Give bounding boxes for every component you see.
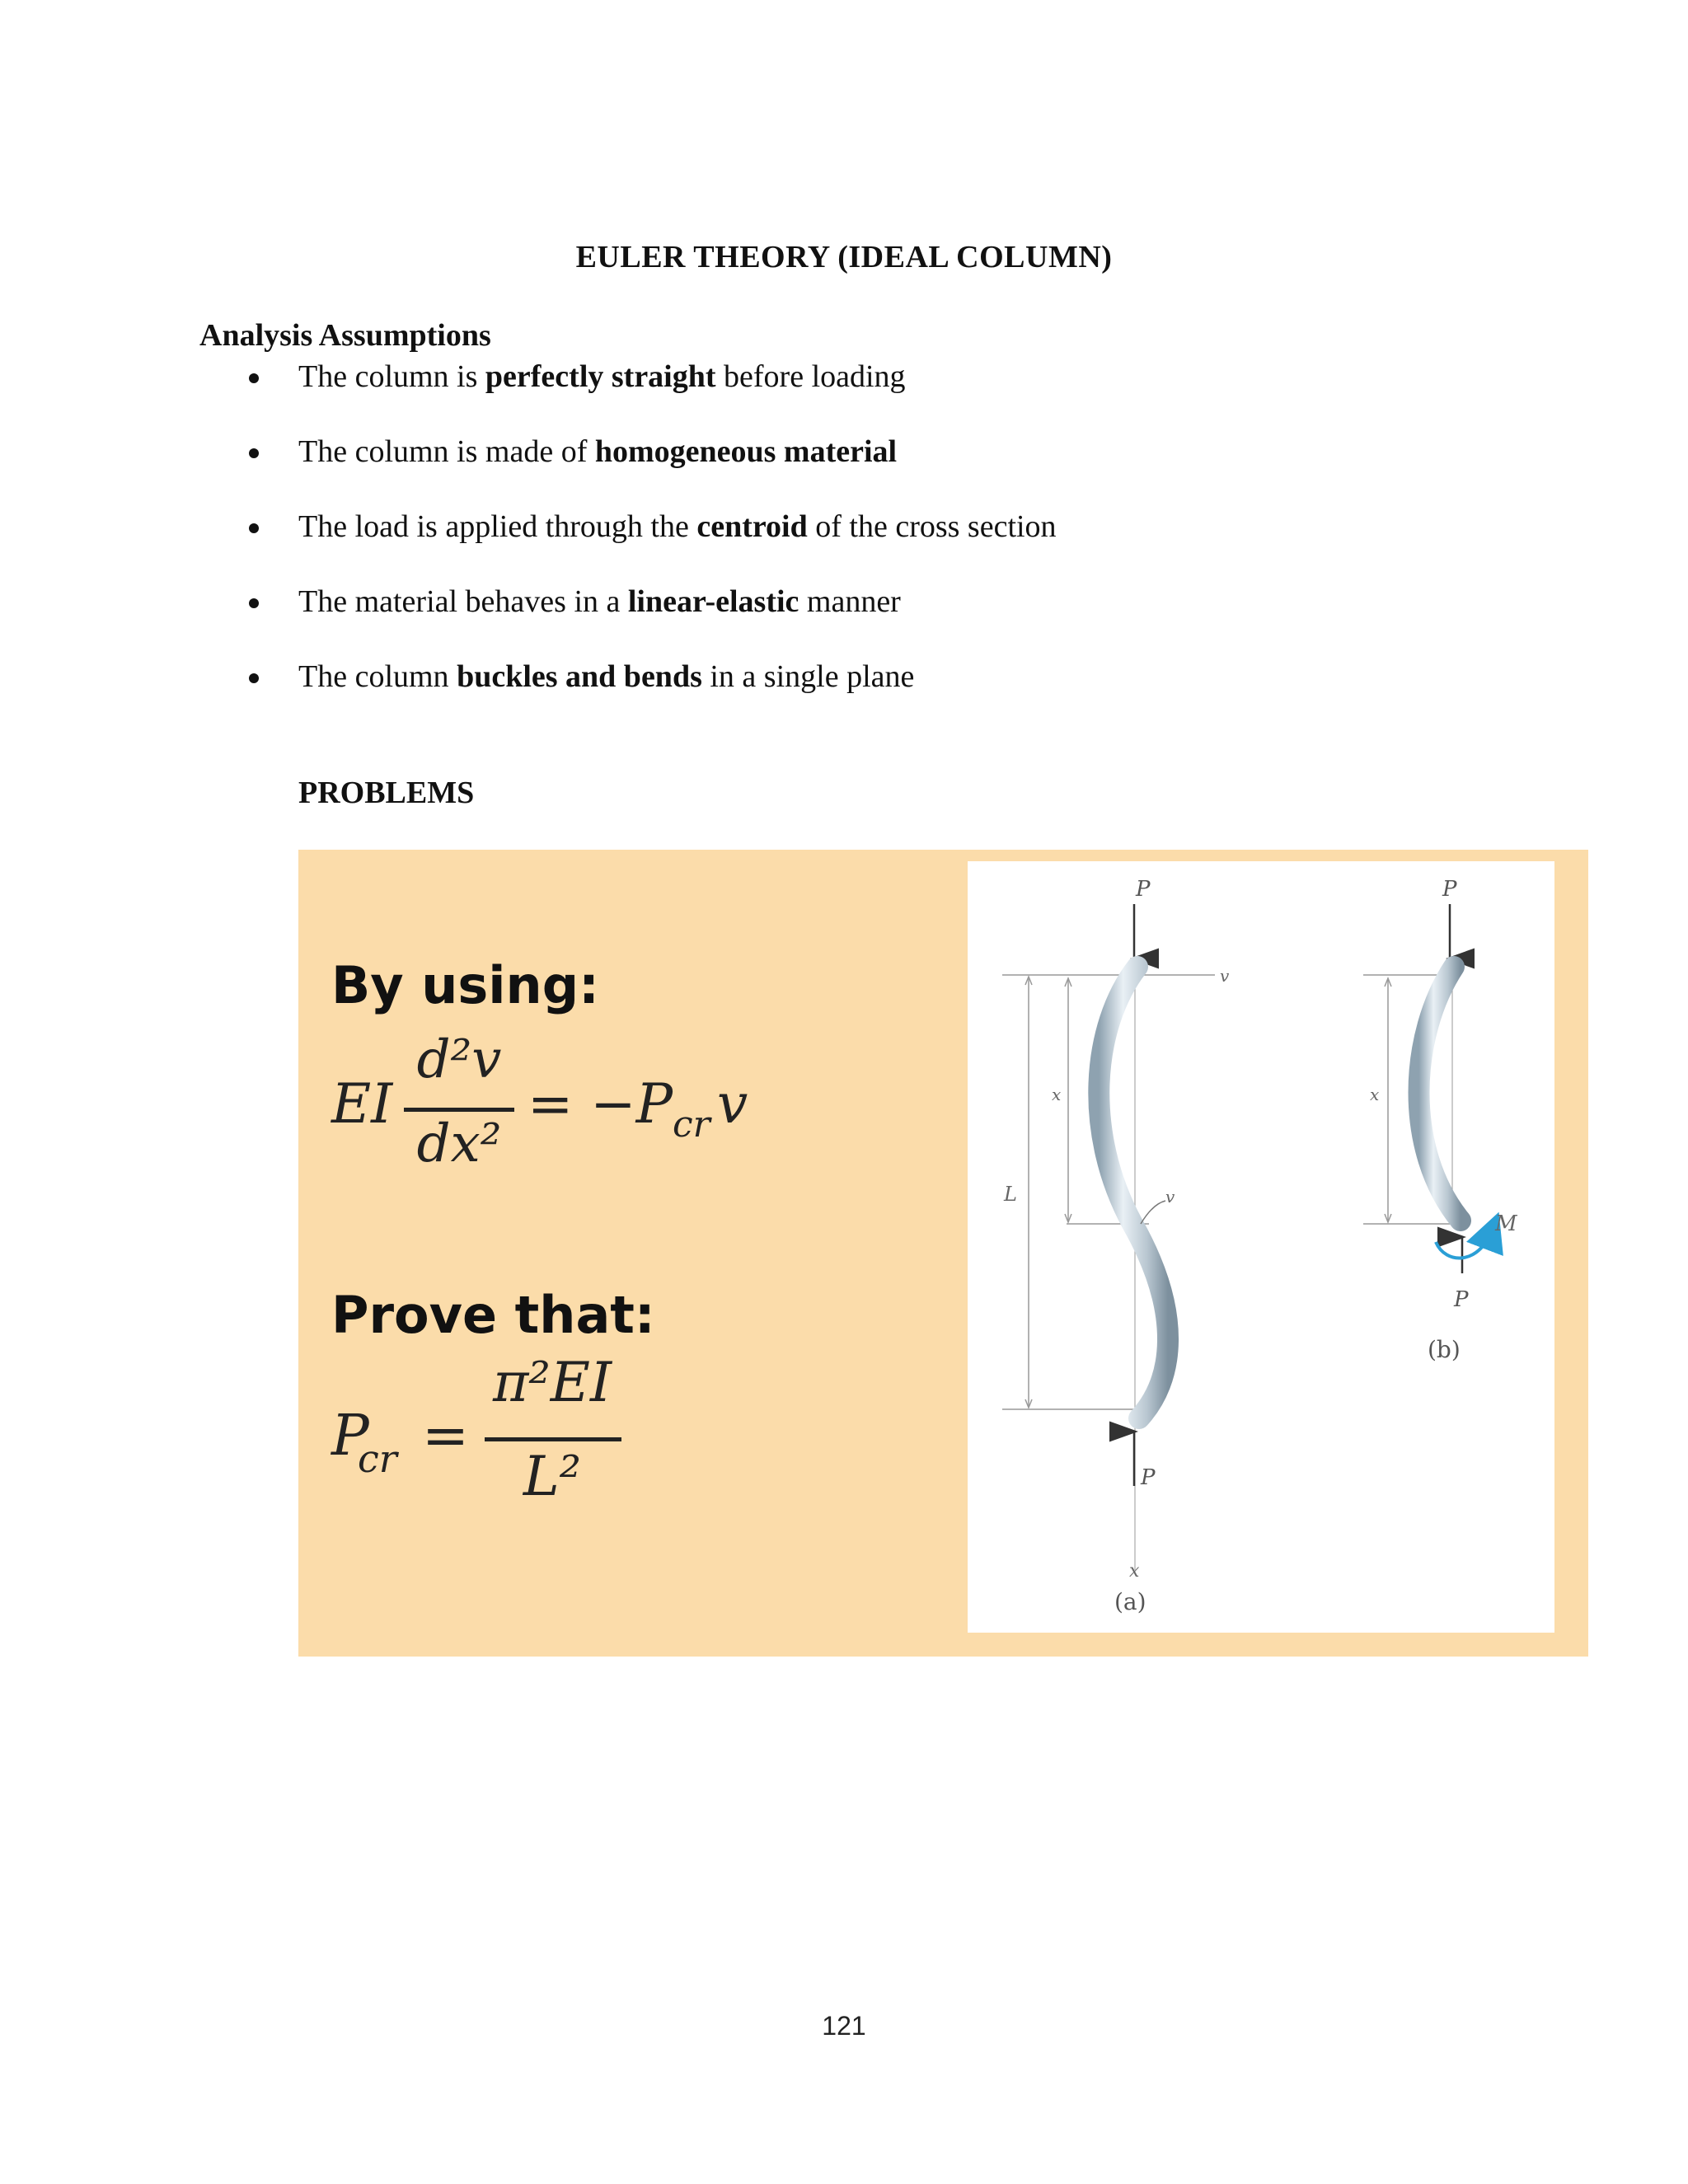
page-title: EULER THEORY (IDEAL COLUMN) <box>575 240 1113 274</box>
label-P-bottom-a: P <box>1141 1465 1156 1490</box>
caption-b: (b) <box>1428 1336 1461 1363</box>
bullet-icon <box>249 448 259 458</box>
list-item: The material behaves in a linear-elastic manner <box>199 579 1057 654</box>
eq1-rhs-subscript: cr <box>673 1104 710 1146</box>
bullet-icon <box>249 598 259 608</box>
label-v-axis-a: v <box>1220 966 1230 986</box>
eq2-denominator: L² <box>523 1445 582 1508</box>
caption-a: (a) <box>1114 1588 1146 1615</box>
list-item: The column is made of homogeneous material <box>199 429 1057 504</box>
eq2-lhs: P <box>331 1404 369 1469</box>
eq2-equals: = <box>422 1404 469 1469</box>
label-v-a: v <box>1165 1187 1175 1207</box>
buckled-column-b <box>1419 967 1461 1221</box>
bullet-icon <box>249 523 259 533</box>
list-item: The column buckles and bends in a single plane <box>199 654 1057 729</box>
eq2-lhs-subscript: cr <box>358 1436 397 1481</box>
label-M-b: M <box>1495 1212 1517 1236</box>
bullet-icon <box>249 373 259 383</box>
deflection-indicator-a <box>1141 1201 1165 1224</box>
label-x-dim-a: x <box>1052 1085 1062 1104</box>
eq1-denominator: dx² <box>416 1113 502 1174</box>
label-L: L <box>1004 1183 1017 1206</box>
label-x-axis-a: x <box>1129 1561 1140 1582</box>
label-x-dim-b: x <box>1370 1085 1380 1104</box>
assumptions-heading: Analysis Assumptions <box>199 318 491 353</box>
list-item: The load is applied through the centroid of the cross section <box>199 504 1057 579</box>
by-using-label: By using: <box>331 955 599 1015</box>
eq2-fraction-bar <box>485 1437 621 1441</box>
eq2-numerator: π²EI <box>492 1351 612 1414</box>
moment-arrow-b <box>1436 1230 1492 1258</box>
label-P-top-b: P <box>1442 877 1457 902</box>
label-P-top-a: P <box>1136 877 1151 902</box>
problems-heading: PROBLEMS <box>298 776 475 810</box>
eq1-fraction-bar <box>404 1108 514 1112</box>
buckled-column-a <box>1099 967 1168 1418</box>
eq1-rhs-v: v <box>717 1072 748 1136</box>
prove-that-label: Prove that: <box>331 1285 655 1345</box>
column-diagram-svg <box>968 861 1554 1633</box>
page-number: 121 <box>822 2011 866 2041</box>
label-P-cut-b: P <box>1454 1287 1469 1312</box>
eq1-rhs: = −P <box>528 1072 673 1136</box>
assumptions-list <box>199 354 1057 729</box>
bullet-icon <box>249 673 259 683</box>
list-item: The column is perfectly straight before loading <box>199 354 1057 429</box>
problem-panel <box>298 850 1588 1657</box>
column-buckling-figure <box>968 861 1554 1633</box>
eq1-numerator: d²v <box>416 1029 502 1090</box>
eq1-lhs: EI <box>331 1072 393 1136</box>
